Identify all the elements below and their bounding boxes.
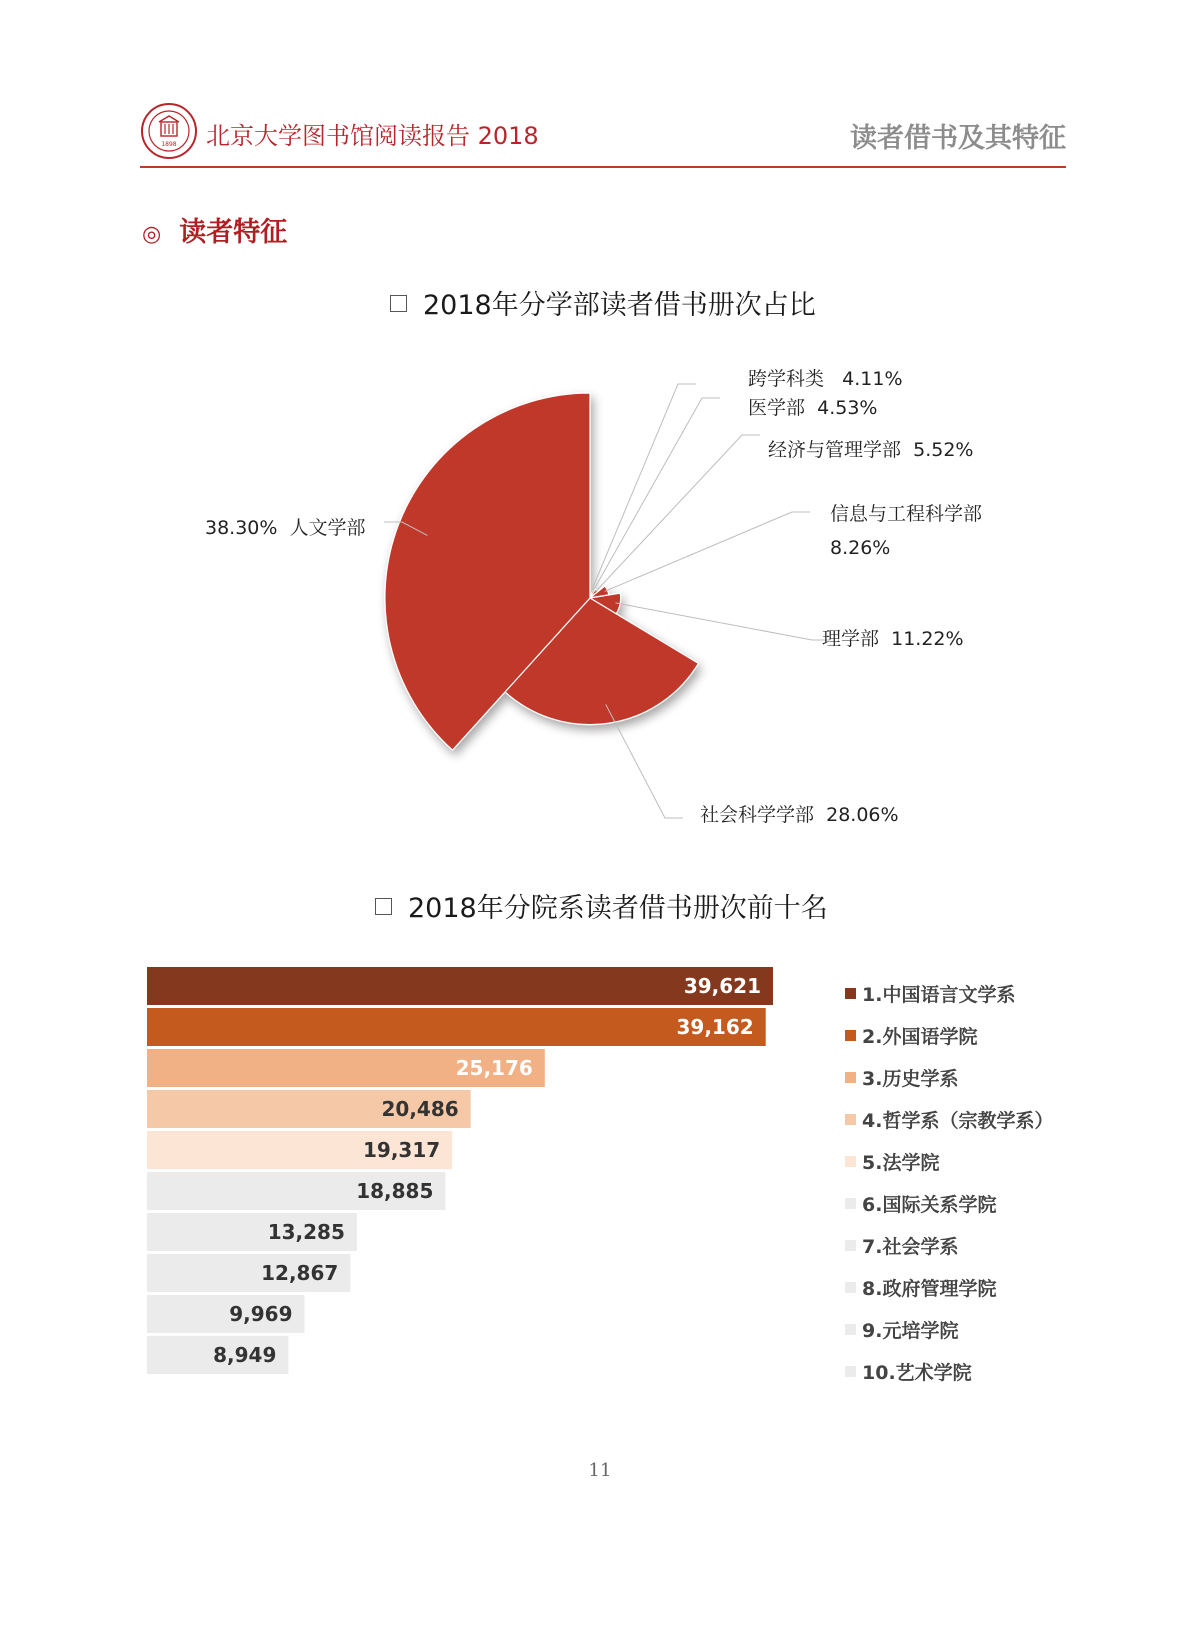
legend-item (845, 1014, 1085, 1056)
pie-label-value: 11.22% (891, 628, 964, 650)
pie-label-value: 4.11% (842, 368, 903, 390)
pie-label-value: 8.26% (830, 537, 891, 559)
pie-chart-title (390, 283, 816, 322)
pie-label-value: 4.53% (817, 397, 878, 419)
legend-swatch (845, 988, 856, 999)
legend-label: 4.哲学系（宗教学系） (862, 1109, 1054, 1132)
page-header (140, 100, 1066, 166)
library-seal-icon (140, 102, 198, 160)
pie-label-value: 38.30% (205, 517, 278, 539)
section-tag: 读者借书及其特征 (850, 123, 1066, 154)
pie-leader-line (591, 384, 696, 593)
legend-item (845, 1182, 1085, 1224)
legend-item (845, 972, 1085, 1014)
double-circle-icon: ◎ (142, 222, 162, 247)
legend-label: 2.外国语学院 (862, 1025, 978, 1048)
bar-value-label: 39,162 (676, 1015, 754, 1039)
legend-item (845, 1350, 1085, 1392)
legend-label: 1.中国语言文学系 (862, 983, 1016, 1006)
legend-swatch (845, 1240, 856, 1251)
bar-value-label: 20,486 (381, 1097, 459, 1121)
bar-2 (147, 1008, 766, 1046)
legend-swatch (845, 1030, 856, 1041)
bar-value-label: 8,949 (213, 1343, 277, 1367)
legend-label: 9.元培学院 (862, 1319, 959, 1342)
bar-value-label: 9,969 (229, 1302, 293, 1326)
pie-label-name: 社会科学学部 (700, 804, 815, 826)
checkbox-square-icon (375, 898, 392, 915)
pie-label-name: 跨学科类 (748, 368, 825, 390)
section-heading (142, 210, 287, 249)
legend-item (845, 1140, 1085, 1182)
pie-label-social-sciences (700, 800, 899, 827)
legend-label: 3.历史学系 (862, 1067, 959, 1090)
pie-label-humanities (205, 513, 366, 540)
pie-label-name: 信息与工程科学部 (830, 503, 983, 525)
legend-label: 8.政府管理学院 (862, 1277, 997, 1300)
pie-chart (0, 330, 1200, 850)
legend-swatch (845, 1366, 856, 1377)
checkbox-square-icon (390, 295, 407, 312)
pie-label-information-engineering (830, 497, 982, 565)
pie-label-name: 人文学部 (289, 517, 366, 539)
legend-swatch (845, 1156, 856, 1167)
svg-text:1898: 1898 (161, 141, 177, 148)
pie-label-name: 理学部 (822, 628, 880, 650)
legend-item (845, 1056, 1085, 1098)
legend-label: 7.社会学系 (862, 1235, 959, 1258)
bar-1 (147, 967, 773, 1005)
legend-label: 5.法学院 (862, 1151, 940, 1174)
bar-value-label: 12,867 (261, 1261, 339, 1285)
legend-item (845, 1224, 1085, 1266)
pie-label-value: 5.52% (913, 439, 974, 461)
legend-item (845, 1098, 1085, 1140)
document-title: 北京大学图书馆阅读报告 2018 (206, 122, 539, 150)
legend-swatch (845, 1072, 856, 1083)
page-number: 11 (588, 1460, 612, 1481)
pie-leader-line (605, 512, 810, 591)
pie-label-science (822, 624, 964, 651)
bar-chart-title-text: 2018年分院系读者借书册次前十名 (408, 893, 828, 924)
legend-item (845, 1266, 1085, 1308)
pie-label-medical (748, 393, 877, 420)
pie-label-name: 经济与管理学部 (768, 439, 902, 461)
legend-swatch (845, 1282, 856, 1293)
pie-label-economics-management (768, 435, 973, 462)
legend-swatch (845, 1114, 856, 1125)
bar-value-label: 18,885 (356, 1179, 434, 1203)
bar-value-label: 39,621 (683, 974, 761, 998)
legend-label: 10.艺术学院 (862, 1361, 972, 1384)
pie-label-interdisciplinary (748, 364, 903, 391)
pie-label-name: 医学部 (748, 397, 806, 419)
bar-chart-legend (845, 972, 1085, 1392)
bar-value-label: 25,176 (455, 1056, 533, 1080)
pie-leader-line (593, 398, 721, 592)
bar-value-label: 13,285 (267, 1220, 345, 1244)
header-rule (140, 166, 1066, 168)
section-heading-text: 读者特征 (179, 217, 288, 248)
legend-swatch (845, 1198, 856, 1209)
pie-label-value: 28.06% (826, 804, 899, 826)
bar-value-label: 19,317 (363, 1138, 441, 1162)
legend-label: 6.国际关系学院 (862, 1193, 997, 1216)
bar-chart-title (375, 886, 828, 925)
pie-chart-title-text: 2018年分学部读者借书册次占比 (423, 290, 816, 321)
legend-item (845, 1308, 1085, 1350)
pie-leader-line (596, 435, 760, 592)
legend-swatch (845, 1324, 856, 1335)
